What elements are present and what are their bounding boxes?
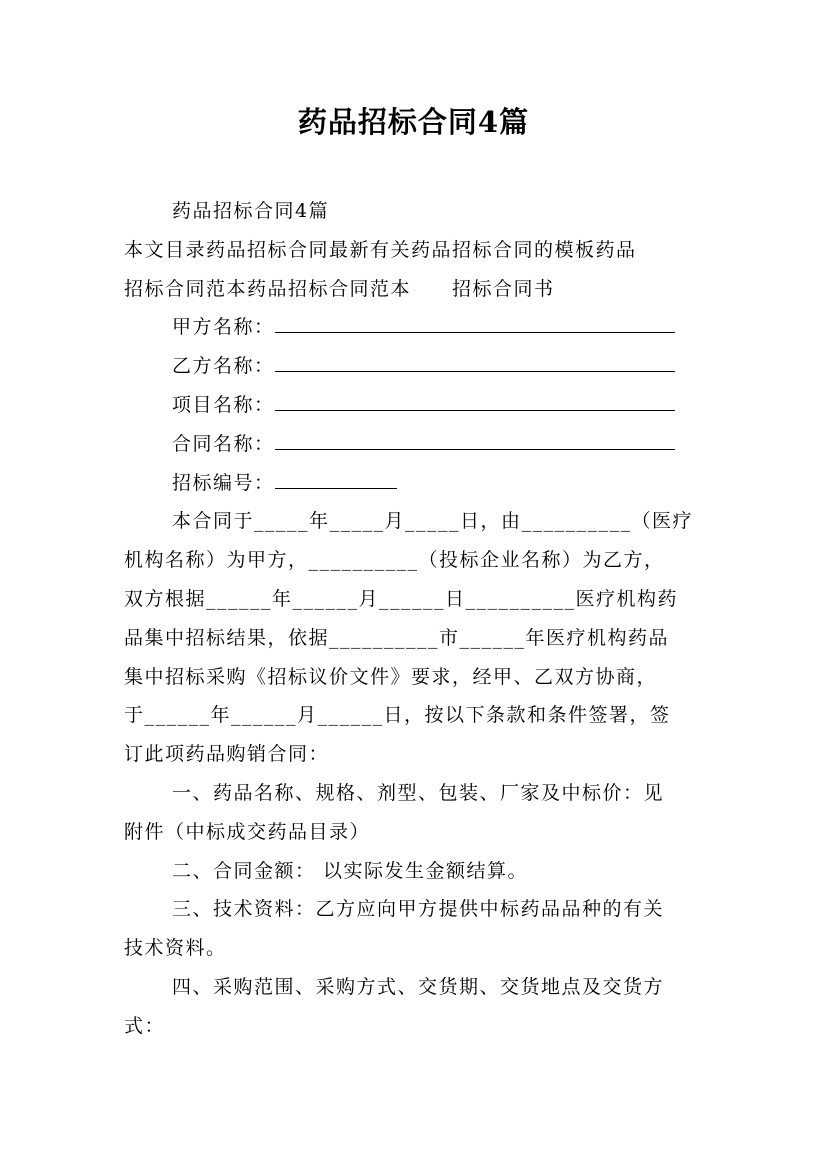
field-label: 合同名称：	[172, 432, 275, 455]
field-project-name	[124, 386, 714, 425]
blank-underline	[275, 388, 675, 411]
field-tender-number	[124, 464, 714, 503]
clause-4: 四、采购范围、采购方式、交货期、交货地点及交货方	[172, 975, 665, 998]
clause-2: 二、合同金额： 以实际发生金额结算。	[172, 859, 529, 882]
clause-1: 一、药品名称、规格、剂型、包装、厂家及中标价：见	[172, 781, 665, 804]
document-title: 药品招标合同4篇	[297, 105, 530, 139]
blank-underline	[275, 466, 397, 489]
field-label: 项目名称：	[172, 393, 275, 416]
subtitle-line: 药品招标合同4篇	[172, 200, 330, 222]
paragraph-line: 品集中招标结果，依据__________市______年医疗机构药品	[124, 626, 670, 649]
toc-line: 招标合同范本药品招标合同范本 招标合同书	[124, 277, 555, 300]
paragraph-line: 本合同于_____年_____月_____日，由__________（医疗	[172, 510, 694, 533]
paragraph-line: 机构名称）为甲方，__________（投标企业名称）为乙方，	[124, 549, 665, 572]
clause-4-cont: 式：	[124, 1014, 166, 1037]
field-label: 甲方名称：	[172, 316, 275, 339]
blank-underline	[275, 427, 675, 450]
paragraph-line: 集中招标采购《招标议价文件》要求，经甲、乙双方协商，	[124, 665, 658, 688]
paragraph-line: 订此项药品购销合同：	[124, 743, 330, 766]
blank-underline	[275, 349, 675, 372]
field-label: 招标编号：	[172, 471, 275, 494]
toc-line: 本文目录药品招标合同最新有关药品招标合同的模板药品	[124, 238, 637, 261]
clause-3: 三、技术资料：乙方应向甲方提供中标药品品种的有关	[172, 898, 665, 921]
paragraph-line: 于______年______月______日，按以下条款和条件签署，签	[124, 704, 671, 727]
field-label: 乙方名称：	[172, 355, 275, 378]
clause-3-cont: 技术资料。	[124, 937, 227, 960]
field-contract-name	[124, 425, 714, 464]
clause-1-cont: 附件（中标成交药品目录）	[124, 820, 371, 843]
blank-underline	[275, 310, 675, 333]
document-body	[124, 192, 714, 1046]
field-party-a	[124, 308, 714, 347]
paragraph-line: 双方根据______年______月______日__________医疗机构药	[124, 587, 679, 610]
field-party-b	[124, 347, 714, 386]
